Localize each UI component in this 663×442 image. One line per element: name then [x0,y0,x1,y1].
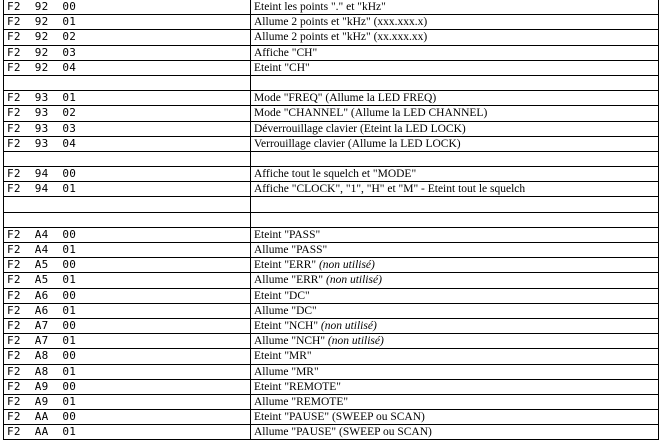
command-code: F2 A4 01 [4,243,251,258]
command-description [251,364,659,379]
table-row [4,303,659,318]
table-row [4,227,659,242]
command-code: F2 A6 00 [4,288,251,303]
table-row [4,425,659,440]
command-description [251,91,659,106]
command-description [251,75,659,90]
command-code: F2 A5 01 [4,273,251,288]
description-text: Eteint "PAUSE" (SWEEP ou SCAN) [254,411,425,424]
command-code: F2 92 04 [4,60,251,75]
command-description [251,410,659,425]
command-description [251,30,659,45]
usage-note: (non utilisé) [320,320,377,333]
description-text: Allume "PASS" [254,244,328,257]
command-code: F2 A6 01 [4,303,251,318]
description-text: Allume "ERR" [254,274,326,287]
table-row [4,379,659,394]
table-row [4,106,659,121]
table-row [4,182,659,197]
command-code: F2 93 04 [4,136,251,151]
description-text: Verrouillage clavier (Allume la LED LOCK) [254,137,461,150]
description-text: Mode "CHANNEL" (Allume la LED CHANNEL) [254,107,488,120]
table-row [4,30,659,45]
command-description [251,303,659,318]
command-code: F2 93 01 [4,91,251,106]
spacer-row [4,197,659,212]
command-description [251,212,659,227]
command-description [251,243,659,258]
description-text: Allume "PAUSE" (SWEEP ou SCAN) [254,426,432,439]
command-code: F2 AA 01 [4,425,251,440]
command-table [3,0,659,440]
description-text: Eteint "DC" [254,289,310,302]
command-code: F2 A9 01 [4,394,251,409]
command-code: F2 94 00 [4,167,251,182]
spacer-row [4,212,659,227]
command-description [251,425,659,440]
command-code: F2 92 00 [4,0,251,15]
command-description [251,379,659,394]
description-text: Eteint "REMOTE" [254,380,342,393]
table-row [4,258,659,273]
description-text: Eteint "CH" [254,61,310,74]
command-code: F2 A7 01 [4,334,251,349]
table-row [4,243,659,258]
command-code: F2 93 03 [4,121,251,136]
command-description [251,121,659,136]
command-code: F2 A9 00 [4,379,251,394]
description-text: Affiche "CH" [254,46,318,59]
command-description [251,60,659,75]
table-row [4,60,659,75]
command-description [251,227,659,242]
command-table-body [4,0,659,440]
table-row [4,394,659,409]
command-description [251,273,659,288]
command-description [251,182,659,197]
spacer-row [4,151,659,166]
command-code: F2 92 01 [4,15,251,30]
command-description [251,394,659,409]
description-text: Eteint "NCH" [254,320,321,333]
usage-note: (non utilisé) [327,335,384,348]
command-description [251,167,659,182]
command-description [251,258,659,273]
description-text: Déverrouillage clavier (Eteint la LED LOCK) [254,122,466,135]
description-text: Allume "REMOTE" [254,395,349,408]
command-description [251,151,659,166]
table-row [4,273,659,288]
description-text: Eteint "MR" [254,350,312,363]
table-row [4,91,659,106]
table-row [4,349,659,364]
description-text: Allume "DC" [254,304,317,317]
command-code [4,151,251,166]
command-description [251,15,659,30]
command-code: F2 A5 00 [4,258,251,273]
command-description [251,318,659,333]
description-text: Allume "NCH" [254,335,328,348]
command-description [251,0,659,15]
description-text: Mode "FREQ" (Allume la LED FREQ) [254,92,437,105]
command-code [4,197,251,212]
command-code: F2 92 02 [4,30,251,45]
command-code: F2 AA 00 [4,410,251,425]
command-code: F2 A8 00 [4,349,251,364]
command-code [4,212,251,227]
table-row [4,0,659,15]
command-description [251,334,659,349]
command-description [251,197,659,212]
command-description [251,349,659,364]
command-code: F2 A4 00 [4,227,251,242]
table-row [4,15,659,30]
table-row [4,288,659,303]
usage-note: (non utilisé) [318,259,375,272]
usage-note: (non utilisé) [326,274,382,287]
command-description [251,288,659,303]
command-code: F2 A7 00 [4,318,251,333]
table-row [4,410,659,425]
table-row [4,121,659,136]
description-text: Affiche tout le squelch et "MODE" [254,168,417,181]
command-code: F2 93 02 [4,106,251,121]
table-row [4,167,659,182]
command-description [251,136,659,151]
command-description [251,45,659,60]
description-text: Affiche "CLOCK", "1", "H" et "M" - Eteint tout le squelch [254,183,526,196]
description-text: Allume "MR" [254,365,319,378]
command-code [4,75,251,90]
description-text: Allume 2 points et "kHz" (xx.xxx.xx) [254,31,428,44]
spacer-row [4,75,659,90]
description-text: Eteint "PASS" [254,228,321,241]
command-code: F2 94 01 [4,182,251,197]
table-row [4,334,659,349]
command-code: F2 92 03 [4,45,251,60]
table-row [4,136,659,151]
table-row [4,318,659,333]
description-text: Eteint "ERR" [254,259,319,272]
command-code: F2 A8 01 [4,364,251,379]
description-text: Eteint les points "." et "kHz" [254,1,386,14]
table-row [4,45,659,60]
description-text: Allume 2 points et "kHz" (xxx.xxx.x) [254,16,428,29]
command-description [251,106,659,121]
table-row [4,364,659,379]
